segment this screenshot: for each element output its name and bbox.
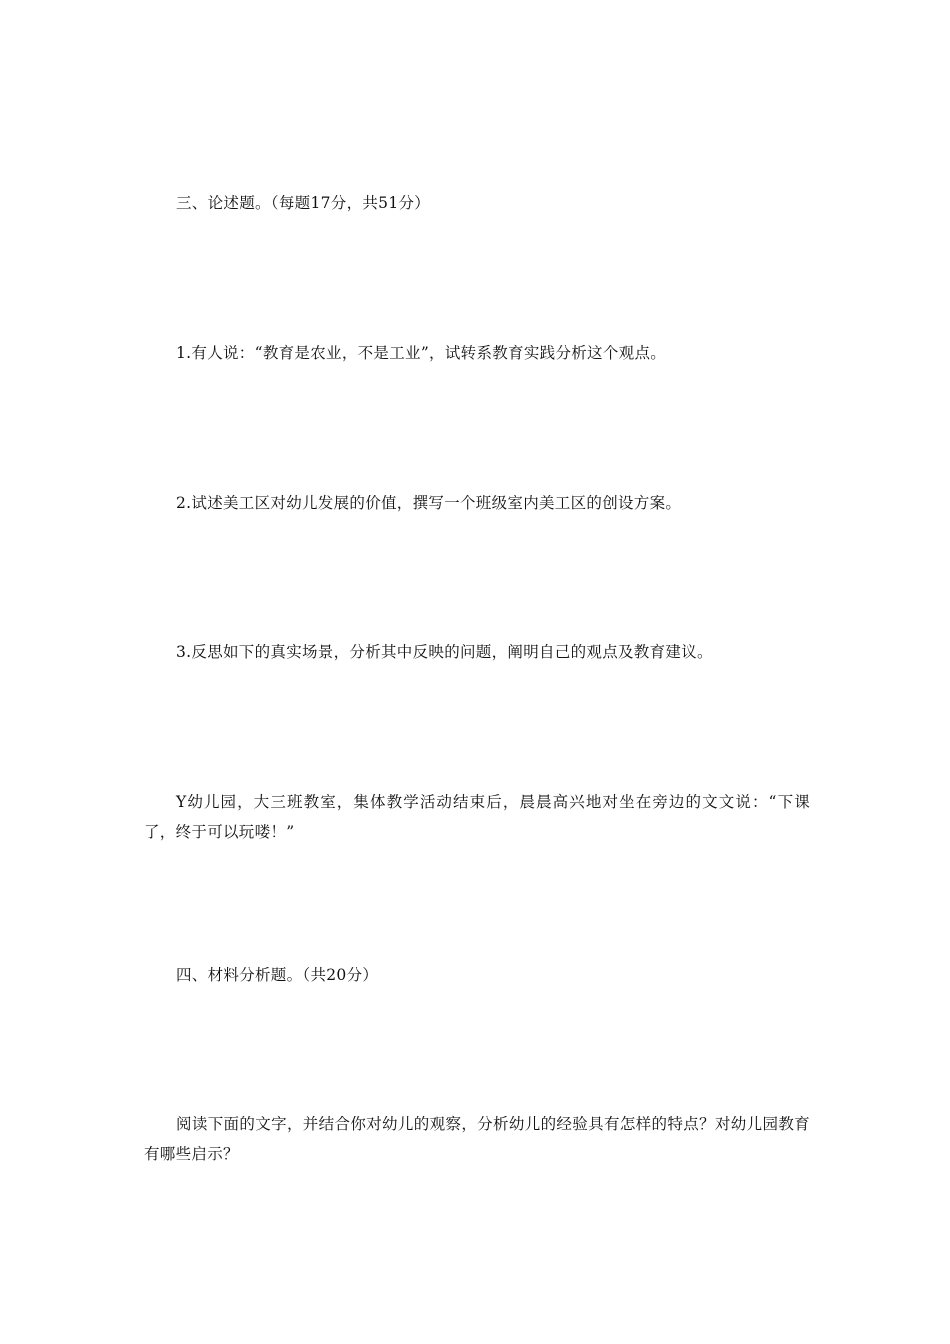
material-prompt: 阅读下面的文字，并结合你对幼儿的观察，分析幼儿的经验具有怎样的特点？对幼儿园教育有哪些启示？ [144,1115,810,1163]
question-2: 2.试述美工区对幼儿发展的价值，撰写一个班级室内美工区的创设方案。 [176,494,682,512]
section-4-heading: 四、材料分析题。（共20分） [176,966,379,984]
scene-paragraph: Y幼儿园，大三班教室，集体教学活动结束后，晨晨高兴地对坐在旁边的文文说：“下课了，终于可以玩喽！” [144,793,810,841]
question-1: 1.有人说：“教育是农业，不是工业”，试转系教育实践分析这个观点。 [176,344,667,362]
question-3: 3.反思如下的真实场景，分析其中反映的问题，阐明自己的观点及教育建议。 [176,643,713,661]
section-3-heading: 三、论述题。（每题17分，共51分） [176,194,431,212]
